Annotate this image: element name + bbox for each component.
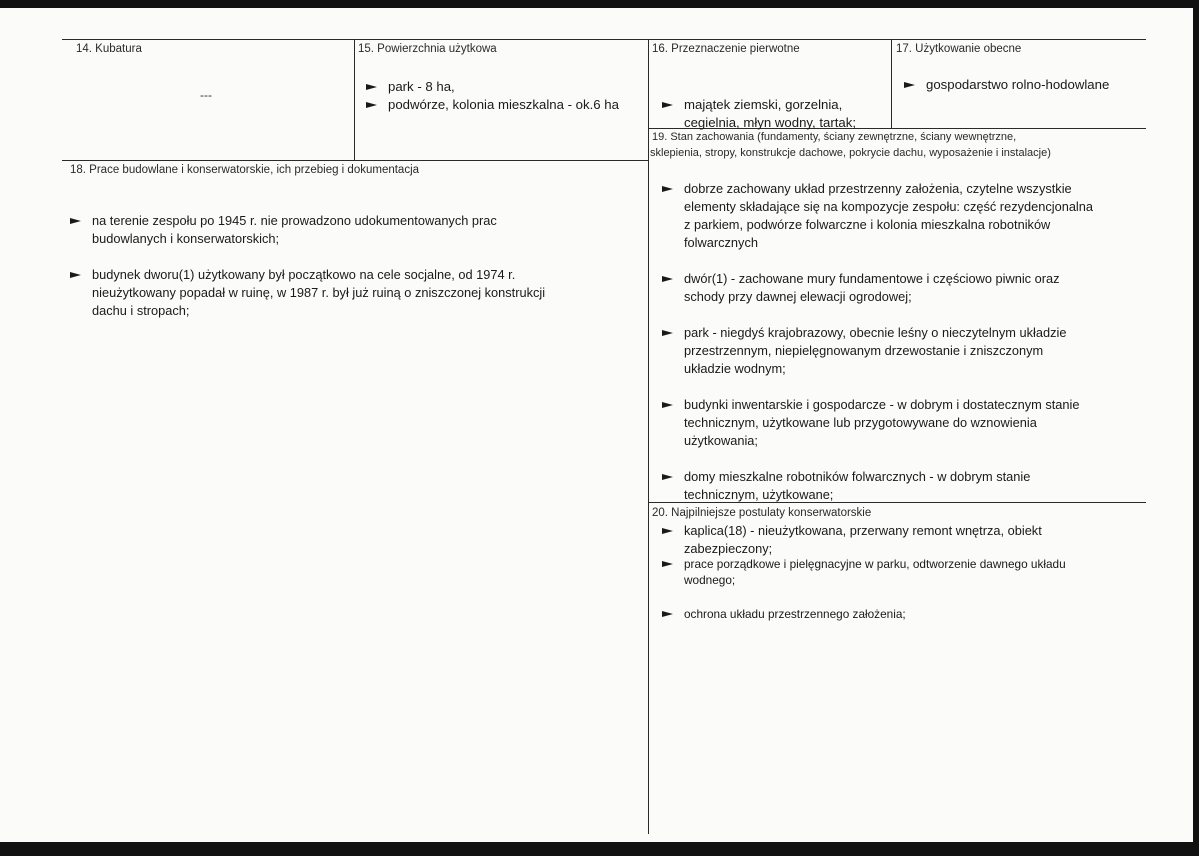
- section-15-list: [364, 78, 649, 114]
- list-item: dwór(1) - zachowane mury fundamentowe i częściowo piwnic oraz schody przy dawnej elewacji ogrodowej;: [660, 270, 1146, 306]
- section-14-heading: 14. Kubatura: [76, 43, 142, 55]
- list-item: kaplica(18) - nieużytkowana, przerwany remont wnętrza, obiekt zabezpieczony;: [660, 522, 1146, 558]
- section-18-heading: 18. Prace budowlane i konserwatorskie, ich przebieg i dokumentacja: [70, 164, 420, 176]
- list-item: ochrona układu przestrzennego założenia;: [660, 606, 1146, 622]
- section-15-heading: 15. Powierzchnia użytkowa: [358, 43, 497, 55]
- list-item: budynki inwentarskie i gospodarcze - w dobrym i dostatecznym stanie technicznym, użytkowane lub przygotowywane do wznowienia użytkowania;: [660, 396, 1146, 450]
- list-item: prace porządkowe i pielęgnacyjne w parku, odtworzenie dawnego układu wodnego;: [660, 556, 1146, 588]
- section-19-heading-cont: sklepienia, stropy, konstrukcje dachowe, pokrycie dachu, wyposażenie i instalacje): [650, 147, 1051, 159]
- rule-above-18: [62, 160, 649, 161]
- section-17-heading: 17. Użytkowanie obecne: [896, 43, 1022, 55]
- section-16-heading: 16. Przeznaczenie pierwotne: [652, 43, 800, 55]
- list-item: dobrze zachowany układ przestrzenny założenia, czytelne wszystkie elementy składające się na kompozycje zespołu: część rezydencjonalna z parkiem, podwórze folwarczne i kolonia mieszkalna robotników folwarcznych: [660, 180, 1146, 252]
- list-item: park - niegdyś krajobrazowy, obecnie leśny o nieczytelnym układzie przestrzennym, niepielęgnowanym drzewostanie i zniszczonym układzie wodnym;: [660, 324, 1146, 378]
- list-item: budynek dworu(1) użytkowany był początkowo na cele socjalne, od 1974 r. nieużytkowany popadał w ruinę, w 1987 r. był już ruiną o zniszczonej konstrukcji dachu i stropach;: [68, 266, 646, 320]
- top-rule: [62, 39, 1146, 40]
- divider-14-15: [354, 39, 355, 161]
- section-18-list: [68, 194, 646, 338]
- document-sheet: [0, 8, 1193, 842]
- list-item: gospodarstwo rolno-hodowlane: [902, 76, 1142, 94]
- section-17-list: [902, 76, 1142, 94]
- section-20-heading: 20. Najpilniejsze postulaty konserwatorskie: [652, 507, 872, 519]
- divider-15-16: [648, 39, 649, 834]
- list-item: podwórze, kolonia mieszkalna - ok.6 ha: [364, 96, 649, 114]
- list-item: majątek ziemski, gorzelnia, cegielnia, młyn wodny, tartak;: [660, 96, 892, 132]
- list-item: park - 8 ha,: [364, 78, 649, 96]
- list-item: na terenie zespołu po 1945 r. nie prowadzono udokumentowanych prac budowlanych i konserwatorskich;: [68, 212, 646, 248]
- section-19-heading: 19. Stan zachowania (fundamenty, ściany zewnętrzne, ściany wewnętrzne,: [652, 131, 1017, 143]
- section-14-value: ---: [200, 88, 212, 102]
- list-item: domy mieszkalne robotników folwarcznych - w dobrym stanie technicznym, użytkowane;: [660, 468, 1146, 504]
- section-20-list: [660, 538, 1146, 640]
